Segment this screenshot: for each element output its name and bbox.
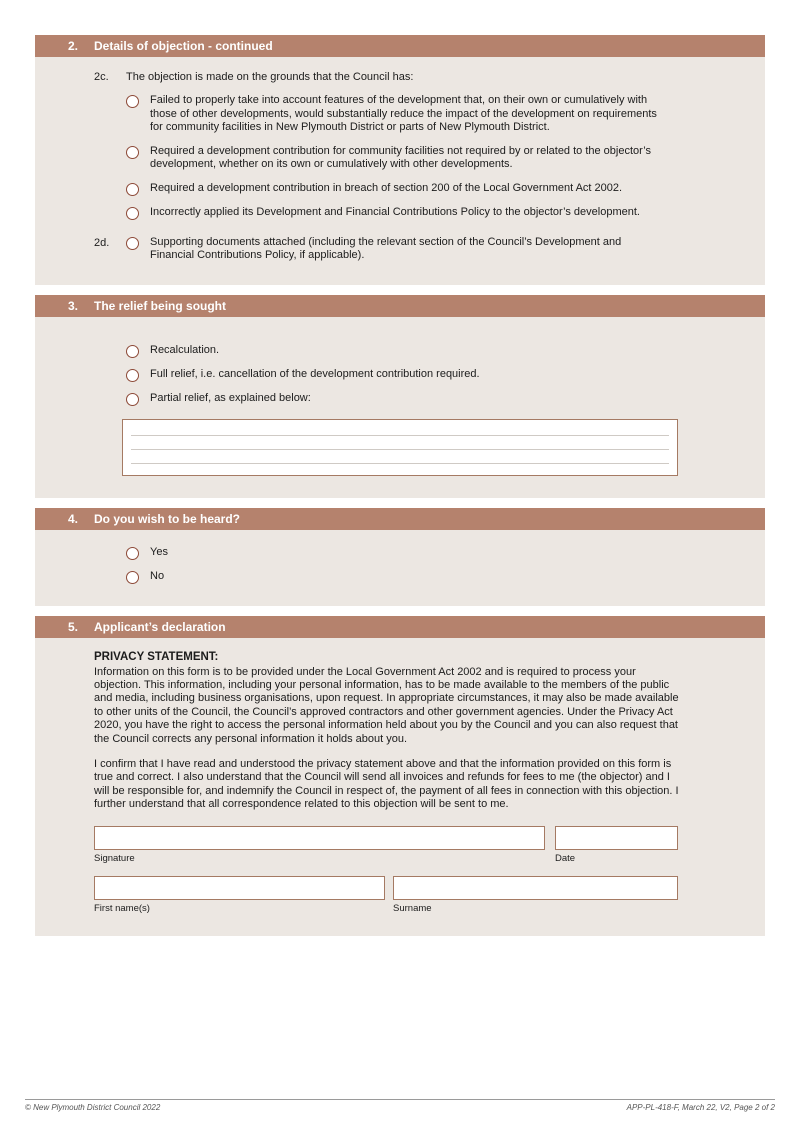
option-ground-3 xyxy=(126,182,725,196)
radio-ground-1[interactable] xyxy=(126,95,139,108)
partial-relief-write-in-box[interactable] xyxy=(122,419,678,476)
option-yes-label: Yes xyxy=(150,545,168,558)
signature-input[interactable] xyxy=(94,826,545,850)
question-2c-options xyxy=(94,94,725,220)
heard-options xyxy=(94,546,725,584)
question-2c-prompt: The objection is made on the grounds that the Council has: xyxy=(126,71,414,83)
page-footer xyxy=(25,1099,775,1112)
section-2-details-of-objection xyxy=(35,35,765,285)
signature-field-group xyxy=(94,826,545,864)
section-5-header xyxy=(35,616,765,638)
option-ground-4-label: Incorrectly applied its Development and Financial Contributions Policy to the objector’s development. xyxy=(150,205,640,218)
relief-options xyxy=(94,344,725,406)
date-label: Date xyxy=(555,852,576,864)
question-2d-number: 2d. xyxy=(94,236,110,249)
option-ground-2-label: Required a development contribution for community facilities not required by or related to the objector’s development, whether on its own or cumulatively with other developments. xyxy=(150,144,651,170)
option-no-label: No xyxy=(150,569,165,582)
first-names-label: First name(s) xyxy=(94,902,150,914)
privacy-statement-body: Information on this form is to be provided under the Local Government Act 2002 and is required to process your objection. This information, including your personal information, has to be made available to the members of the public and media, including business organisations, upon request. In appropriate circumstances, it may also be made available to other units of the Council, the Council’s approved contractors and other government agencies. Under the Privacy Act 2020, you have the right to access the personal information held about you by the Council and you can also request that the Council corrects any personal information it holds about you. xyxy=(94,665,679,745)
radio-ground-4[interactable] xyxy=(126,207,139,220)
signature-date-row xyxy=(94,826,680,864)
section-5-number: 5. xyxy=(68,619,79,634)
question-2c-number: 2c. xyxy=(94,71,109,83)
privacy-statement-heading: PRIVACY STATEMENT: xyxy=(94,650,219,663)
footer-copyright: © New Plymouth District Council 2022 xyxy=(25,1103,161,1112)
section-3-number: 3. xyxy=(68,298,79,313)
first-names-field-group xyxy=(94,876,385,914)
option-ground-1-label: Failed to properly take into account features of the development that, on their own or cumulatively with those of other developments, would substantially reduce the impact of the development on requirements for community facilities in New Plymouth District or parts of New Plymouth District. xyxy=(150,94,657,133)
question-2d xyxy=(94,236,725,263)
declaration-text: I confirm that I have read and understood the privacy statement above and that the information provided on this form is true and correct. I also understand that the Council will send all invoices and refunds for fees to me (the objector) and I will be responsible for, and indemnify the Council in respect of, the payment of all fees in connection with this objection. I further understand that all correspondence related to this objection will be sent to me. xyxy=(94,757,679,811)
section-2-number: 2. xyxy=(68,39,79,53)
section-3-body xyxy=(35,317,765,498)
option-ground-1 xyxy=(126,94,725,135)
option-ground-4 xyxy=(126,206,725,220)
radio-no[interactable] xyxy=(126,571,139,584)
question-2c xyxy=(94,70,725,83)
first-names-input[interactable] xyxy=(94,876,385,900)
option-yes xyxy=(126,546,725,560)
option-recalculation-label: Recalculation. xyxy=(150,343,220,356)
option-supporting-documents-label: Supporting documents attached (including the relevant section of the Council’s Development and Financial Contributions Policy, if applicable). xyxy=(150,235,622,261)
date-input[interactable] xyxy=(555,826,678,850)
option-supporting-documents xyxy=(126,236,665,263)
option-ground-2 xyxy=(126,145,725,172)
surname-input[interactable] xyxy=(393,876,678,900)
option-partial-relief xyxy=(126,392,725,406)
surname-field-group xyxy=(393,876,678,914)
radio-yes[interactable] xyxy=(126,547,139,560)
ruled-line xyxy=(131,436,669,450)
radio-recalculation[interactable] xyxy=(126,345,139,358)
radio-supporting-documents[interactable] xyxy=(126,237,139,250)
section-5-body xyxy=(35,638,765,936)
option-full-relief xyxy=(126,368,725,382)
option-recalculation xyxy=(126,344,725,358)
radio-full-relief[interactable] xyxy=(126,369,139,382)
declaration-fields xyxy=(94,826,680,914)
section-2-title: Details of objection - continued xyxy=(94,39,273,53)
section-3-relief-sought xyxy=(35,295,765,498)
radio-ground-2[interactable] xyxy=(126,146,139,159)
footer-form-reference: APP-PL-418-F, March 22, V2, Page 2 of 2 xyxy=(626,1103,775,1112)
section-2-header xyxy=(35,35,765,57)
section-4-header xyxy=(35,508,765,530)
name-row xyxy=(94,876,680,914)
date-field-group xyxy=(555,826,678,864)
section-3-title: The relief being sought xyxy=(94,298,227,313)
ruled-line xyxy=(131,422,669,436)
section-4-title: Do you wish to be heard? xyxy=(94,511,241,526)
section-5-applicant-declaration xyxy=(35,616,765,936)
section-2-body xyxy=(35,57,765,285)
section-4-wish-to-be-heard xyxy=(35,508,765,606)
section-4-number: 4. xyxy=(68,511,79,526)
signature-label: Signature xyxy=(94,852,135,864)
radio-partial-relief[interactable] xyxy=(126,393,139,406)
option-partial-relief-label: Partial relief, as explained below: xyxy=(150,391,311,404)
radio-ground-3[interactable] xyxy=(126,183,139,196)
section-3-header xyxy=(35,295,765,317)
option-ground-3-label: Required a development contribution in breach of section 200 of the Local Government Act 2002. xyxy=(150,181,623,194)
section-4-body xyxy=(35,530,765,606)
option-no xyxy=(126,570,725,584)
option-full-relief-label: Full relief, i.e. cancellation of the development contribution required. xyxy=(150,367,480,380)
section-5-title: Applicant’s declaration xyxy=(94,619,226,634)
ruled-line xyxy=(131,450,669,464)
surname-label: Surname xyxy=(393,902,432,914)
